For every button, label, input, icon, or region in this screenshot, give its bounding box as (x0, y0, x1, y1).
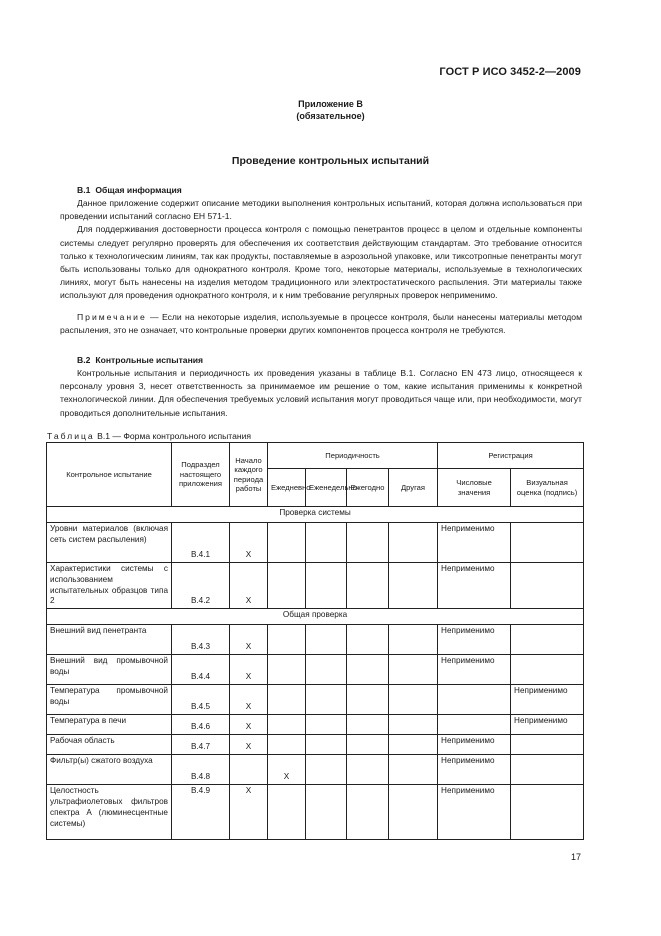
row-numeric-registration: Неприменимо (438, 563, 511, 609)
row-numeric-registration: Неприменимо (438, 785, 511, 840)
section-b2-title: Контрольные испытания (95, 355, 204, 365)
row-annual-mark (347, 735, 389, 755)
appendix-note: (обязательное) (296, 111, 365, 121)
row-annual-mark (347, 563, 389, 609)
note-paragraph (60, 311, 582, 337)
row-start-mark: Х (230, 625, 268, 655)
row-start-mark (230, 755, 268, 785)
paragraph: Для поддерживания достоверности процесса контроля с помощью пенетрантов процесс в целом и отдельные компоненты системы следует регулярно проверять для обеспечения их соответствия действующим стандартам. Это требование относится только к технологическим линиям, так как продукты, поставляемые в аэрозольной упаковке, или тиксотропные пенетранты могут быть использованы только для однократного контроля. Кроме того, некоторые материалы, используемые в технологических линиях, могут быть нанесены на изделия методом традиционного или электростатического распыления. Эти материалы также используют для проведения однократного контроля, и к ним требование регулярных проверок неприменимо. (60, 224, 582, 301)
header-weekly: Еженедельно (306, 469, 347, 507)
row-test-name: Температура в печи (47, 715, 172, 735)
row-test-name: Фильтр(ы) сжатого воздуха (47, 755, 172, 785)
header-visual-assessment: Визуальная оценка (подпись) (511, 469, 584, 507)
row-daily-mark (268, 685, 306, 715)
header-daily: Ежедневно (268, 469, 306, 507)
row-start-mark: Х (230, 785, 268, 840)
row-test-name: Температура промывочной воды (47, 685, 172, 715)
test-form-table (46, 442, 584, 840)
row-test-name: Внешний вид пенетранта (47, 625, 172, 655)
row-visual-registration (511, 625, 584, 655)
section-b1-title: Общая информация (95, 185, 182, 195)
row-weekly-mark (306, 715, 347, 735)
row-other-mark (389, 715, 438, 735)
row-other-mark (389, 685, 438, 715)
section-b2-body (60, 367, 582, 420)
table-row (47, 715, 584, 735)
row-test-name: Рабочая область (47, 735, 172, 755)
row-daily-mark (268, 715, 306, 735)
row-other-mark (389, 523, 438, 563)
section-b1-body (60, 197, 582, 337)
table-row (47, 655, 584, 685)
section-b1-heading (77, 185, 182, 195)
row-numeric-registration: Неприменимо (438, 755, 511, 785)
row-daily-mark (268, 655, 306, 685)
row-subsection: В.4.7 (172, 735, 230, 755)
row-visual-registration (511, 735, 584, 755)
row-daily-mark (268, 785, 306, 840)
row-annual-mark (347, 655, 389, 685)
header-test: Контрольное испытание (47, 443, 172, 507)
table-caption-label: Таблица (47, 431, 95, 441)
section-b1-number: В.1 (77, 185, 91, 195)
row-weekly-mark (306, 685, 347, 715)
section-b2-heading (77, 355, 203, 365)
row-start-mark: Х (230, 523, 268, 563)
row-subsection: В.4.3 (172, 625, 230, 655)
row-annual-mark (347, 785, 389, 840)
row-subsection: В.4.2 (172, 563, 230, 609)
row-visual-registration: Неприменимо (511, 685, 584, 715)
row-start-mark: Х (230, 735, 268, 755)
row-numeric-registration (438, 685, 511, 715)
group-header-general-check: Общая проверка (47, 609, 584, 625)
section-title: Проведение контрольных испытаний (231, 155, 430, 167)
row-annual-mark (347, 755, 389, 785)
header-annual: Ежегодно (347, 469, 389, 507)
paragraph: Контрольные испытания и периодичность их проведения указаны в таблице В.1. Согласно EN 473 лицо, относящееся к персоналу уровня 3, несет ответственность за принимаемое им решение о том, какие испытания применимы к конкретной технологической линии. Для обеспечения требуемых условий испытания могут проводиться чаще или, при необходимости, могут проводиться дополнительные испытания. (60, 368, 582, 418)
row-numeric-registration: Неприменимо (438, 523, 511, 563)
row-annual-mark (347, 715, 389, 735)
row-other-mark (389, 785, 438, 840)
table-row (47, 785, 584, 840)
header-start-of-period: Начало каждого периода работы (230, 443, 268, 507)
row-other-mark (389, 735, 438, 755)
row-visual-registration (511, 785, 584, 840)
row-other-mark (389, 755, 438, 785)
row-weekly-mark (306, 625, 347, 655)
row-visual-registration (511, 755, 584, 785)
table-row (47, 685, 584, 715)
appendix-heading (0, 98, 661, 122)
note-text: — Если на некоторые изделия, используемые в процессе контроля, были нанесены материалы методом распыления, это не означает, что контрольные проверки других компонентов процесса контроля не требуются. (60, 311, 582, 335)
row-daily-mark (268, 563, 306, 609)
row-weekly-mark (306, 523, 347, 563)
row-weekly-mark (306, 755, 347, 785)
row-subsection: В.4.6 (172, 715, 230, 735)
row-visual-registration (511, 655, 584, 685)
row-annual-mark (347, 523, 389, 563)
row-other-mark (389, 563, 438, 609)
row-subsection: В.4.8 (172, 755, 230, 785)
row-numeric-registration: Неприменимо (438, 655, 511, 685)
header-other: Другая (389, 469, 438, 507)
header-numeric-values: Числовые значения (438, 469, 511, 507)
table-row (47, 755, 584, 785)
table-caption (47, 431, 251, 441)
row-other-mark (389, 625, 438, 655)
row-visual-registration (511, 563, 584, 609)
row-numeric-registration (438, 715, 511, 735)
row-numeric-registration: Неприменимо (438, 735, 511, 755)
row-subsection: В.4.5 (172, 685, 230, 715)
header-registration: Регистрация (438, 443, 584, 469)
row-test-name: Уровни материалов (включая сеть систем распыления) (47, 523, 172, 563)
table-row (47, 563, 584, 609)
note-label: Примечание (77, 311, 147, 322)
row-subsection: В.4.4 (172, 655, 230, 685)
row-other-mark (389, 655, 438, 685)
table-caption-text: В.1 — Форма контрольного испытания (94, 431, 252, 441)
row-start-mark: Х (230, 685, 268, 715)
row-numeric-registration: Неприменимо (438, 625, 511, 655)
row-weekly-mark (306, 655, 347, 685)
group-header-system-check: Проверка системы (47, 507, 584, 523)
row-daily-mark (268, 625, 306, 655)
row-annual-mark (347, 625, 389, 655)
section-b2-number: В.2 (77, 355, 91, 365)
row-start-mark: Х (230, 563, 268, 609)
row-daily-mark (268, 735, 306, 755)
paragraph: Данное приложение содержит описание методики выполнения контрольных испытаний, которая должна использоваться при проведении испытаний согласно ЕН 571-1. (60, 198, 582, 222)
table-row (47, 735, 584, 755)
document-header: ГОСТ Р ИСО 3452-2—2009 (439, 66, 581, 78)
row-subsection: В.4.9 (172, 785, 230, 840)
row-visual-registration (511, 523, 584, 563)
row-test-name: Внешний вид промывочной воды (47, 655, 172, 685)
header-periodicity: Периодичность (268, 443, 438, 469)
row-weekly-mark (306, 735, 347, 755)
header-subsection: Подраздел настоящего приложения (172, 443, 230, 507)
row-test-name: Целостность ультрафиолетовых фильтров спектра А (люминесцентные системы) (47, 785, 172, 840)
row-start-mark: Х (230, 655, 268, 685)
row-start-mark: Х (230, 715, 268, 735)
row-weekly-mark (306, 785, 347, 840)
table-row (47, 523, 584, 563)
row-visual-registration: Неприменимо (511, 715, 584, 735)
row-daily-mark (268, 523, 306, 563)
appendix-title: Приложение В (298, 99, 363, 109)
table-row (47, 625, 584, 655)
row-annual-mark (347, 685, 389, 715)
row-test-name: Характеристики системы с использованием испытательных образцов типа 2 (47, 563, 172, 609)
row-daily-mark: Х (268, 755, 306, 785)
row-weekly-mark (306, 563, 347, 609)
page-number: 17 (570, 852, 581, 862)
row-subsection: В.4.1 (172, 523, 230, 563)
